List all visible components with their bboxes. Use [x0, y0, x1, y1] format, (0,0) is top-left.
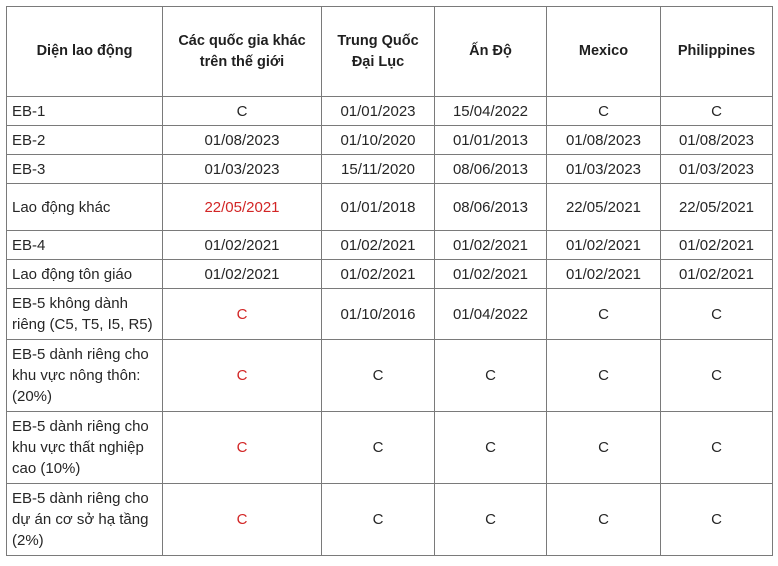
cell-india: C	[435, 484, 547, 556]
header-india: Ấn Độ	[435, 7, 547, 97]
cell-philippines: 01/03/2023	[661, 155, 773, 184]
cell-mexico: C	[547, 289, 661, 340]
row-category: EB-1	[7, 97, 163, 126]
table-row	[7, 126, 773, 155]
header-row	[7, 7, 773, 97]
cell-india: 01/04/2022	[435, 289, 547, 340]
cell-other-countries: C	[163, 289, 322, 340]
cell-china: 01/10/2020	[322, 126, 435, 155]
cell-philippines: 01/08/2023	[661, 126, 773, 155]
table-row	[7, 184, 773, 231]
table-row	[7, 484, 773, 556]
cell-other-countries: 01/02/2021	[163, 231, 322, 260]
cell-china: 01/02/2021	[322, 260, 435, 289]
row-category: Lao động khác	[7, 184, 163, 231]
cell-other-countries: C	[163, 97, 322, 126]
cell-other-countries: 01/08/2023	[163, 126, 322, 155]
table-row	[7, 155, 773, 184]
cell-mexico: 01/03/2023	[547, 155, 661, 184]
header-china: Trung Quốc Đại Lục	[322, 7, 435, 97]
cell-india: 01/01/2013	[435, 126, 547, 155]
cell-china: 15/11/2020	[322, 155, 435, 184]
cell-china: C	[322, 484, 435, 556]
cell-mexico: C	[547, 340, 661, 412]
cell-mexico: C	[547, 412, 661, 484]
cell-other-countries: 01/03/2023	[163, 155, 322, 184]
cell-china: 01/02/2021	[322, 231, 435, 260]
header-mexico: Mexico	[547, 7, 661, 97]
cell-india: C	[435, 340, 547, 412]
cell-india: 15/04/2022	[435, 97, 547, 126]
cell-china: C	[322, 412, 435, 484]
row-category: EB-5 dành riêng cho dự án cơ sở hạ tầng (2%)	[7, 484, 163, 556]
row-category: EB-5 dành riêng cho khu vực nông thôn: (20%)	[7, 340, 163, 412]
cell-mexico: C	[547, 484, 661, 556]
cell-other-countries: 22/05/2021	[163, 184, 322, 231]
cell-china: C	[322, 340, 435, 412]
cell-other-countries: C	[163, 484, 322, 556]
row-category: EB-4	[7, 231, 163, 260]
header-other-countries: Các quốc gia khác trên thế giới	[163, 7, 322, 97]
row-category: EB-5 dành riêng cho khu vực thất nghiệp cao (10%)	[7, 412, 163, 484]
row-category: EB-2	[7, 126, 163, 155]
table-row	[7, 97, 773, 126]
cell-philippines: C	[661, 484, 773, 556]
cell-india: C	[435, 412, 547, 484]
cell-india: 08/06/2013	[435, 155, 547, 184]
cell-philippines: 01/02/2021	[661, 231, 773, 260]
table-row	[7, 231, 773, 260]
row-category: Lao động tôn giáo	[7, 260, 163, 289]
cell-mexico: 01/08/2023	[547, 126, 661, 155]
header-category: Diện lao động	[7, 7, 163, 97]
cell-philippines: 22/05/2021	[661, 184, 773, 231]
row-category: EB-3	[7, 155, 163, 184]
table-row	[7, 289, 773, 340]
cell-philippines: C	[661, 340, 773, 412]
cell-china: 01/10/2016	[322, 289, 435, 340]
table-row	[7, 412, 773, 484]
cell-philippines: 01/02/2021	[661, 260, 773, 289]
cell-philippines: C	[661, 97, 773, 126]
cell-mexico: C	[547, 97, 661, 126]
header-philippines: Philippines	[661, 7, 773, 97]
cell-india: 01/02/2021	[435, 260, 547, 289]
table-row	[7, 340, 773, 412]
visa-bulletin-table	[6, 6, 773, 556]
cell-other-countries: 01/02/2021	[163, 260, 322, 289]
cell-mexico: 01/02/2021	[547, 231, 661, 260]
cell-china: 01/01/2023	[322, 97, 435, 126]
table-row	[7, 260, 773, 289]
cell-india: 01/02/2021	[435, 231, 547, 260]
cell-philippines: C	[661, 412, 773, 484]
cell-mexico: 01/02/2021	[547, 260, 661, 289]
cell-other-countries: C	[163, 340, 322, 412]
cell-india: 08/06/2013	[435, 184, 547, 231]
cell-philippines: C	[661, 289, 773, 340]
cell-mexico: 22/05/2021	[547, 184, 661, 231]
row-category: EB-5 không dành riêng (C5, T5, I5, R5)	[7, 289, 163, 340]
cell-china: 01/01/2018	[322, 184, 435, 231]
cell-other-countries: C	[163, 412, 322, 484]
